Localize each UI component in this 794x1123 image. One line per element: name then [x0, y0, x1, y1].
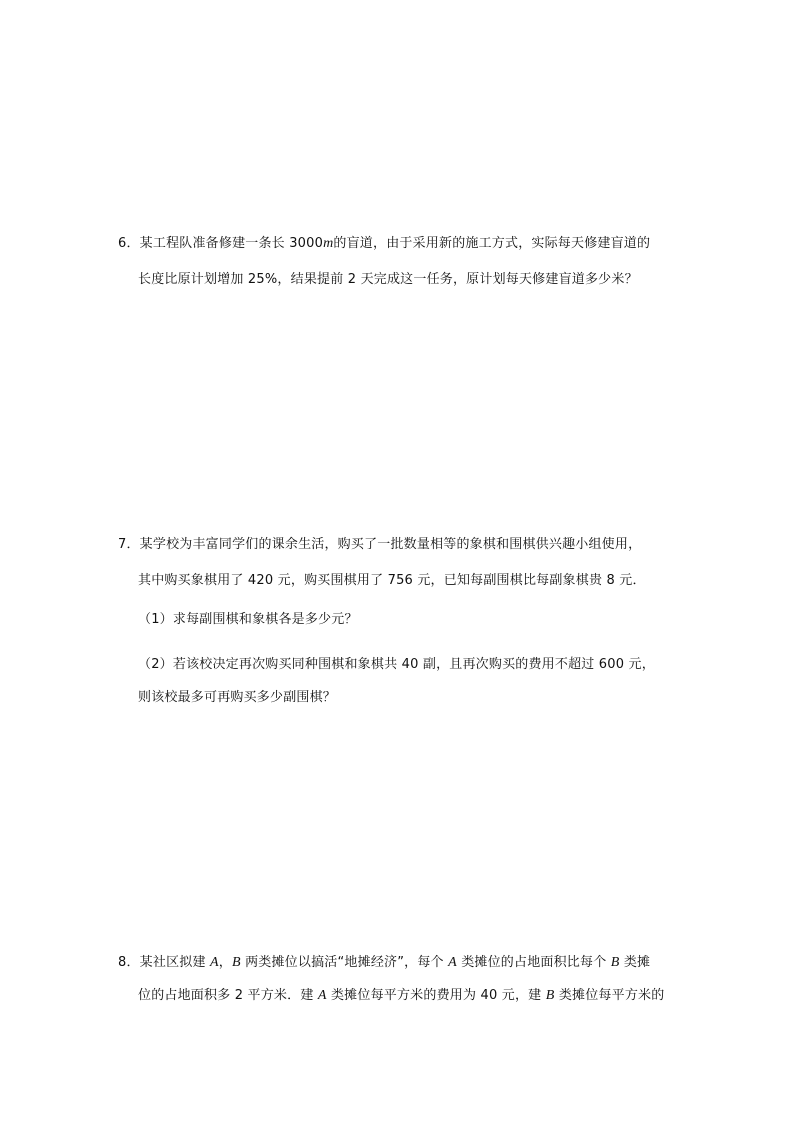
problem-6-line-2: 长度比原计划增加 25%，结果提前 2 天完成这一任务，原计划每天修建盲道多少米？ [138, 272, 638, 287]
problem-7-part-2-line-2: 则该校最多可再购买多少副围棋？ [138, 690, 337, 705]
problem-7-part-2-line-1: （2）若该校决定再次购买同种围棋和象棋共 40 副，且再次购买的费用不超过 600 元， [138, 657, 655, 672]
problem-7-part-1: （1）求每副围棋和象棋各是多少元？ [138, 612, 358, 627]
problem-7-line-2: 其中购买象棋用了 420 元，购买围棋用了 756 元，已知每副围棋比每副象棋贵 8 元． [138, 573, 646, 588]
problem-8-number: 8． [118, 955, 140, 970]
problem-6-line-1: 6．某工程队准备修建一条长 3000m的盲道，由于采用新的施工方式，实际每天修建盲道的 [118, 236, 651, 251]
problem-7-line-1: 7．某学校为丰富同学们的课余生活，购买了一批数量相等的象棋和围棋供兴趣小组使用， [118, 537, 642, 552]
problem-7-number: 7． [118, 537, 140, 552]
problem-6-number: 6． [118, 236, 140, 251]
problem-8-line-1: 8．某社区拟建 A，B 两类摊位以搞活“地摊经济”，每个 A 类摊位的占地面积比每个 B 类摊 [118, 955, 651, 970]
problem-8-line-2: 位的占地面积多 2 平方米．建 A 类摊位每平方米的费用为 40 元，建 B 类摊位每平方米的 [138, 988, 665, 1003]
